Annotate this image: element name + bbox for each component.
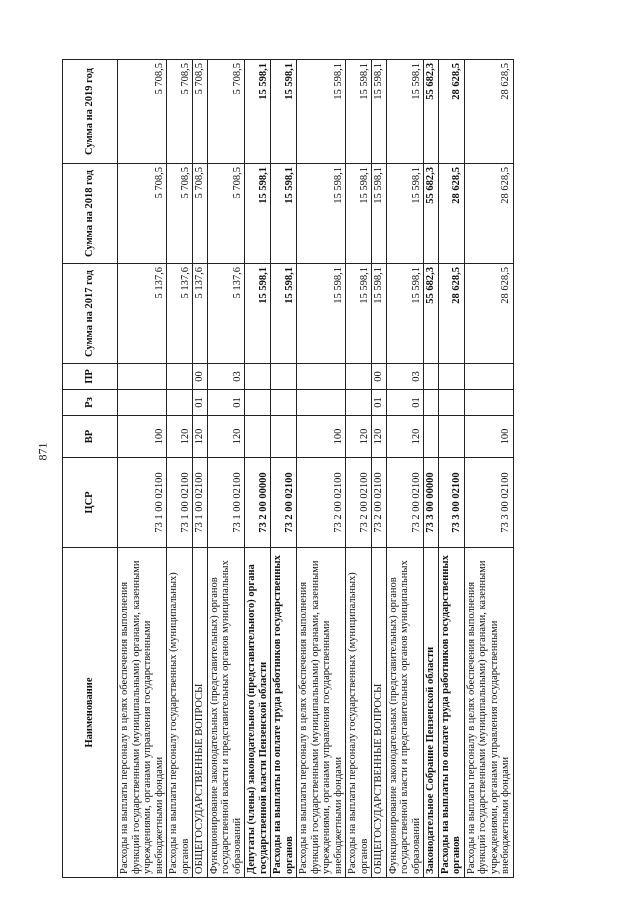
cell-vr: 100 bbox=[118, 416, 167, 458]
cell-name: Депутаты (члены) законодательного (представительного) органа государственной власти Пензенской области bbox=[245, 548, 271, 878]
cell-name: ОБЩЕГОСУДАРСТВЕННЫЕ ВОПРОСЫ bbox=[193, 548, 208, 878]
table-row bbox=[297, 60, 346, 878]
cell-pr bbox=[464, 364, 513, 390]
cell-sum-2018: 15 598,1 bbox=[346, 164, 372, 264]
page-number: 871 bbox=[35, 442, 50, 461]
cell-pr bbox=[118, 364, 167, 390]
table-row bbox=[271, 60, 297, 878]
cell-sum-2019: 15 598,1 bbox=[386, 60, 424, 164]
cell-vr: 100 bbox=[464, 416, 513, 458]
cell-sum-2019: 15 598,1 bbox=[372, 60, 387, 164]
table-row bbox=[167, 60, 193, 878]
cell-sum-2018: 5 708,5 bbox=[167, 164, 193, 264]
budget-table bbox=[62, 59, 514, 878]
cell-sum-2018: 15 598,1 bbox=[372, 164, 387, 264]
header-vr: ВР bbox=[63, 416, 118, 458]
cell-sum-2018: 5 708,5 bbox=[193, 164, 208, 264]
cell-name: Законодательное Собрание Пензенской области bbox=[424, 548, 439, 878]
cell-sum-2019: 5 708,5 bbox=[118, 60, 167, 164]
cell-rz: 01 bbox=[193, 390, 208, 416]
cell-csr: 73 3 00 00000 bbox=[424, 458, 439, 548]
cell-name: Расходы на выплаты по оплате труда работников государственных органов bbox=[438, 548, 464, 878]
cell-vr: 120 bbox=[167, 416, 193, 458]
header-sum-2019: Сумма на 2019 год bbox=[63, 60, 118, 164]
cell-name: Расходы на выплаты персоналу в целях обеспечения выполнения функций государственными (муниципальными) органами, казенными учреждениями, органами управления государственными внебюджетными фондами bbox=[297, 548, 346, 878]
cell-csr: 73 1 00 02100 bbox=[118, 458, 167, 548]
cell-rz bbox=[118, 390, 167, 416]
cell-pr bbox=[424, 364, 439, 390]
cell-vr: 120 bbox=[346, 416, 372, 458]
cell-sum-2017: 15 598,1 bbox=[386, 264, 424, 364]
cell-vr bbox=[245, 416, 271, 458]
cell-rz bbox=[346, 390, 372, 416]
cell-vr: 100 bbox=[297, 416, 346, 458]
cell-sum-2019: 28 628,5 bbox=[438, 60, 464, 164]
cell-vr: 120 bbox=[193, 416, 208, 458]
cell-vr bbox=[271, 416, 297, 458]
cell-name: Расходы на выплаты персоналу государственных (муниципальных) органов bbox=[346, 548, 372, 878]
cell-name: Расходы на выплаты по оплате труда работников государственных органов bbox=[271, 548, 297, 878]
cell-csr: 73 3 00 02100 bbox=[464, 458, 513, 548]
cell-rz bbox=[297, 390, 346, 416]
header-rz: Рз bbox=[63, 390, 118, 416]
cell-sum-2017: 5 137,6 bbox=[118, 264, 167, 364]
cell-name: Расходы на выплаты персоналу государственных (муниципальных) органов bbox=[167, 548, 193, 878]
header-name: Наименование bbox=[63, 548, 118, 878]
cell-rz bbox=[438, 390, 464, 416]
cell-rz: 01 bbox=[372, 390, 387, 416]
header-sum-2018: Сумма на 2018 год bbox=[63, 164, 118, 264]
cell-rz: 01 bbox=[386, 390, 424, 416]
cell-rz bbox=[464, 390, 513, 416]
cell-rz bbox=[167, 390, 193, 416]
budget-table-container bbox=[62, 60, 596, 878]
cell-sum-2017: 5 137,6 bbox=[167, 264, 193, 364]
cell-sum-2018: 15 598,1 bbox=[386, 164, 424, 264]
header-pr: ПР bbox=[63, 364, 118, 390]
cell-name: Расходы на выплаты персоналу в целях обеспечения выполнения функций государственными (муниципальными) органами, казенными учреждениями, органами управления государственными внебюджетными фондами bbox=[464, 548, 513, 878]
cell-pr bbox=[271, 364, 297, 390]
cell-sum-2017: 55 682,3 bbox=[424, 264, 439, 364]
cell-pr: 03 bbox=[207, 364, 245, 390]
cell-vr bbox=[438, 416, 464, 458]
cell-vr: 120 bbox=[207, 416, 245, 458]
cell-sum-2017: 15 598,1 bbox=[297, 264, 346, 364]
cell-sum-2018: 28 628,5 bbox=[438, 164, 464, 264]
cell-sum-2018: 15 598,1 bbox=[297, 164, 346, 264]
cell-sum-2017: 28 628,5 bbox=[438, 264, 464, 364]
cell-csr: 73 1 00 02100 bbox=[193, 458, 208, 548]
cell-name: Функционирование законодательных (представительных) органов государственной власти и представительных органов муниципальных образований bbox=[386, 548, 424, 878]
cell-pr bbox=[245, 364, 271, 390]
table-row bbox=[346, 60, 372, 878]
cell-sum-2018: 15 598,1 bbox=[245, 164, 271, 264]
cell-sum-2017: 5 137,6 bbox=[193, 264, 208, 364]
cell-name: Функционирование законодательных (представительных) органов государственной власти и представительных органов муниципальных образований bbox=[207, 548, 245, 878]
cell-sum-2017: 15 598,1 bbox=[372, 264, 387, 364]
cell-sum-2019: 5 708,5 bbox=[193, 60, 208, 164]
cell-pr bbox=[297, 364, 346, 390]
cell-csr: 73 2 00 02100 bbox=[372, 458, 387, 548]
table-row bbox=[464, 60, 513, 878]
cell-vr bbox=[424, 416, 439, 458]
cell-csr: 73 2 00 00000 bbox=[245, 458, 271, 548]
cell-sum-2019: 55 682,3 bbox=[424, 60, 439, 164]
cell-csr: 73 1 00 02100 bbox=[207, 458, 245, 548]
cell-sum-2019: 15 598,1 bbox=[346, 60, 372, 164]
cell-sum-2018: 15 598,1 bbox=[271, 164, 297, 264]
cell-sum-2018: 5 708,5 bbox=[207, 164, 245, 264]
cell-sum-2019: 28 628,5 bbox=[464, 60, 513, 164]
header-csr: ЦСР bbox=[63, 458, 118, 548]
cell-csr: 73 1 00 02100 bbox=[167, 458, 193, 548]
cell-pr bbox=[346, 364, 372, 390]
cell-rz: 01 bbox=[207, 390, 245, 416]
cell-sum-2018: 55 682,3 bbox=[424, 164, 439, 264]
header-sum-2017: Сумма на 2017 год bbox=[63, 264, 118, 364]
cell-sum-2018: 28 628,5 bbox=[464, 164, 513, 264]
table-row bbox=[438, 60, 464, 878]
cell-sum-2019: 5 708,5 bbox=[207, 60, 245, 164]
cell-sum-2017: 5 137,6 bbox=[207, 264, 245, 364]
table-row bbox=[193, 60, 208, 878]
cell-sum-2017: 28 628,5 bbox=[464, 264, 513, 364]
cell-vr: 120 bbox=[386, 416, 424, 458]
table-row bbox=[245, 60, 271, 878]
table-row bbox=[372, 60, 387, 878]
cell-rz bbox=[245, 390, 271, 416]
cell-sum-2019: 15 598,1 bbox=[297, 60, 346, 164]
cell-vr: 120 bbox=[372, 416, 387, 458]
cell-sum-2017: 15 598,1 bbox=[346, 264, 372, 364]
cell-pr: 03 bbox=[386, 364, 424, 390]
cell-rz bbox=[424, 390, 439, 416]
cell-pr: 00 bbox=[372, 364, 387, 390]
cell-name: Расходы на выплаты персоналу в целях обеспечения выполнения функций государственными (муниципальными) органами, казенными учреждениями, органами управления государственными внебюджетными фондами bbox=[118, 548, 167, 878]
cell-sum-2019: 5 708,5 bbox=[167, 60, 193, 164]
cell-sum-2018: 5 708,5 bbox=[118, 164, 167, 264]
cell-csr: 73 2 00 02100 bbox=[386, 458, 424, 548]
table-row bbox=[207, 60, 245, 878]
cell-sum-2017: 15 598,1 bbox=[245, 264, 271, 364]
cell-sum-2019: 15 598,1 bbox=[271, 60, 297, 164]
table-header-row bbox=[63, 60, 118, 878]
table-row bbox=[118, 60, 167, 878]
cell-rz bbox=[271, 390, 297, 416]
cell-csr: 73 2 00 02100 bbox=[271, 458, 297, 548]
cell-sum-2019: 15 598,1 bbox=[245, 60, 271, 164]
cell-csr: 73 3 00 02100 bbox=[438, 458, 464, 548]
cell-sum-2017: 15 598,1 bbox=[271, 264, 297, 364]
cell-csr: 73 2 00 02100 bbox=[346, 458, 372, 548]
cell-pr bbox=[167, 364, 193, 390]
table-row bbox=[424, 60, 439, 878]
cell-csr: 73 2 00 02100 bbox=[297, 458, 346, 548]
cell-pr bbox=[438, 364, 464, 390]
cell-name: ОБЩЕГОСУДАРСТВЕННЫЕ ВОПРОСЫ bbox=[372, 548, 387, 878]
table-row bbox=[386, 60, 424, 878]
cell-pr: 00 bbox=[193, 364, 208, 390]
